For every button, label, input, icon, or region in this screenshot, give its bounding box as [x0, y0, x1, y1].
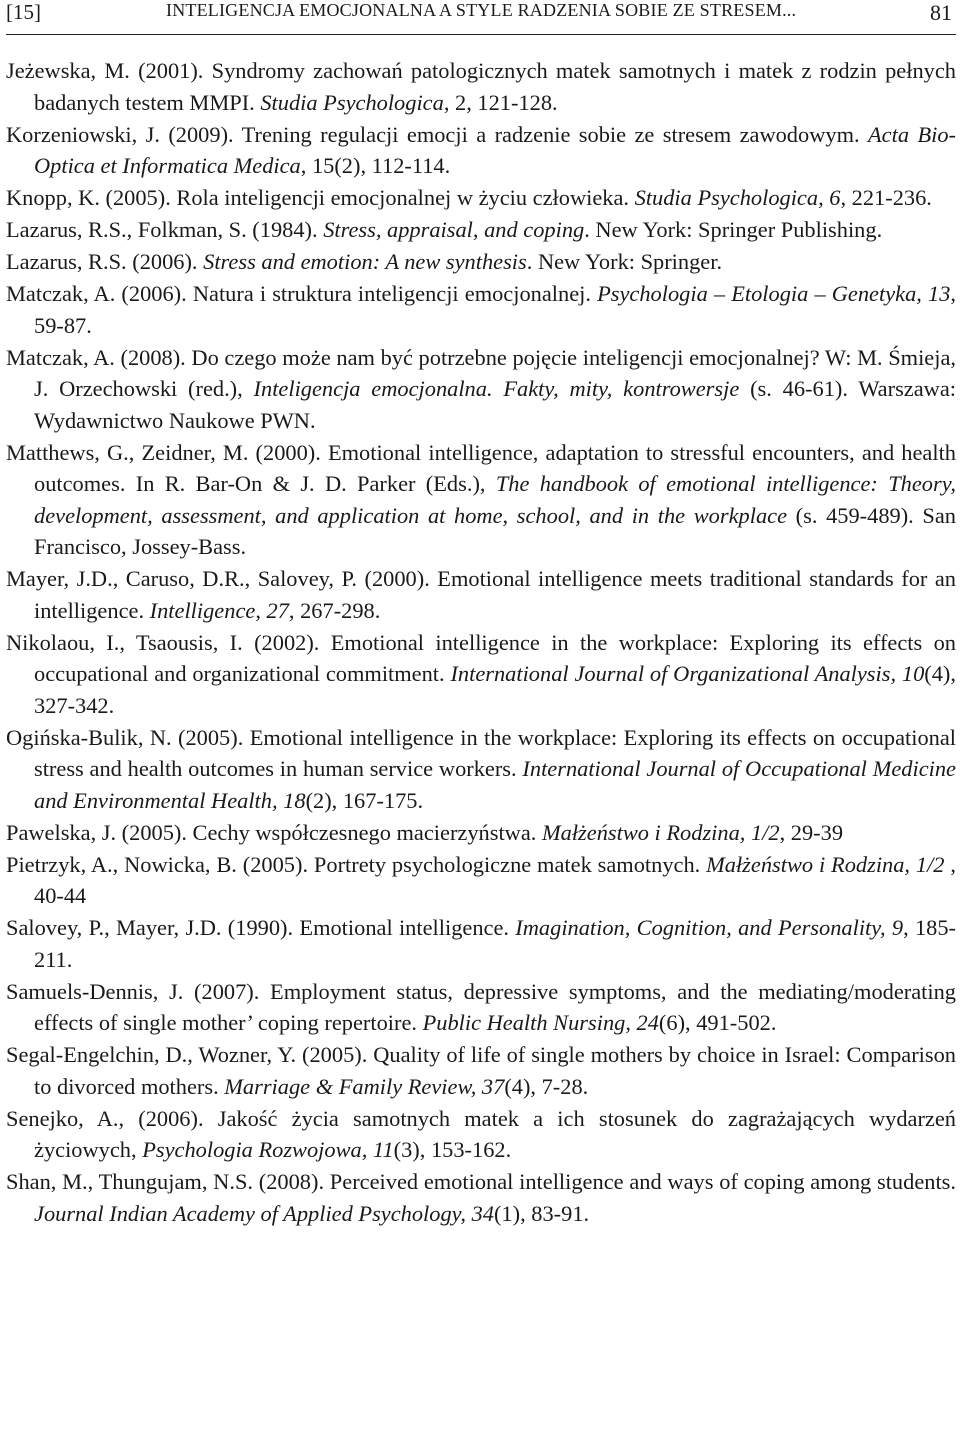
ref-source: Public Health Nursing, 24	[422, 1010, 659, 1035]
ref-text: Ogińska-Bulik, N. (2005). Emotional intelligence in the workplace: Exploring its effects on occupational stress and health outcomes in human service workers.	[6, 724, 956, 781]
ref-source: Stress and emotion: A new synthesis	[203, 249, 527, 274]
ref-details: , 2, 121-128.	[443, 89, 558, 115]
ref-source: International Journal of Organizational Analysis, 10	[450, 661, 925, 686]
reference-entry	[6, 976, 956, 1039]
ref-source: The handbook of emotional intelligence: Theory, development, assessment, and application at home, school, and in the workplace	[34, 471, 956, 528]
ref-source: Stress, appraisal, and coping	[323, 217, 585, 242]
reference-entry	[6, 722, 956, 817]
ref-source: Acta Bio-Optica et Informatica Medica	[34, 121, 956, 178]
ref-text: Pawelska, J. (2005). Cechy współczesnego macierzyństwa.	[6, 819, 542, 845]
ref-text: Pietrzyk, A., Nowicka, B. (2005). Portrety psychologiczne matek samotnych.	[6, 851, 707, 877]
reference-entry	[6, 849, 956, 912]
running-title: INTELIGENCJA EMOCJONALNA A STYLE RADZENIA SOBIE ZE STRESEM...	[166, 0, 797, 20]
ref-details: (3), 153-162.	[393, 1137, 512, 1162]
ref-text: Lazarus, R.S., Folkman, S. (1984).	[6, 217, 324, 242]
ref-source: Psychologia – Etologia – Genetyka, 13	[597, 281, 951, 306]
page-number: 81	[930, 0, 952, 25]
ref-details: . New York: Springer.	[526, 249, 723, 274]
ref-text: Matczak, A. (2008). Do czego może nam być potrzebne pojęcie inteligencji emocjonalnej? W: M. Śmieja, J. Orzechowski (red.),	[6, 344, 956, 401]
ref-source: Studia Psychologica	[260, 89, 444, 115]
reference-entry	[6, 119, 956, 182]
reference-entry	[6, 437, 956, 563]
ref-details: , 267-298.	[288, 597, 381, 623]
reference-entry	[6, 627, 956, 722]
ref-text: Segal-Engelchin, D., Wozner, Y. (2005). Quality of life of single mothers by choice in Israel: Comparison to divorced mothers.	[6, 1042, 956, 1099]
reference-entry	[6, 278, 956, 341]
ref-details: (1), 83-91.	[493, 1200, 590, 1226]
ref-source: Journal Indian Academy of Applied Psychology, 34	[34, 1200, 494, 1226]
ref-details: (6), 491-502.	[658, 1010, 777, 1035]
ref-source: Imagination, Cognition, and Personality, 9	[515, 915, 904, 940]
ref-details: , 40-44	[34, 851, 956, 908]
reference-entry	[6, 214, 956, 246]
ref-source: Studia Psychologica, 6	[634, 185, 841, 210]
ref-text: Salovey, P., Mayer, J.D. (1990). Emotional intelligence.	[6, 915, 516, 940]
ref-details: , 221-236.	[840, 185, 932, 210]
ref-source: Małżeństwo i Rodzina, 1/2	[706, 851, 945, 877]
reference-entry	[6, 55, 956, 118]
ref-details: (2), 167-175.	[305, 787, 424, 813]
reference-entry	[6, 912, 956, 975]
ref-source: Inteligencja emocjonalna. Fakty, mity, kontrowersje	[253, 376, 740, 401]
ref-text: Matthews, G., Zeidner, M. (2000). Emotional intelligence, adaptation to stressful encounters, and health outcomes. In R. Bar-On & J. D. Parker (Eds.),	[6, 439, 956, 496]
ref-text: Nikolaou, I., Tsaousis, I. (2002). Emotional intelligence in the workplace: Exploring its effects on occupational and organizational commitment.	[6, 629, 956, 686]
reference-entry	[6, 246, 956, 278]
ref-details: . New York: Springer Publishing.	[584, 217, 883, 242]
reference-entry	[6, 1103, 956, 1166]
ref-text: Lazarus, R.S. (2006).	[6, 249, 204, 274]
reference-entry	[6, 182, 956, 214]
reference-entry	[6, 342, 956, 437]
ref-details: (4), 327-342.	[34, 661, 956, 718]
ref-details: , 29-39	[779, 819, 844, 845]
ref-details: , 15(2), 112-114.	[300, 153, 451, 178]
ref-text: Samuels-Dennis, J. (2007). Employment status, depressive symptoms, and the mediating/moderating effects of single mother’ coping repertoire.	[6, 978, 956, 1035]
ref-source: Marriage & Family Review, 37	[224, 1073, 505, 1099]
ref-text: Mayer, J.D., Caruso, D.R., Salovey, P. (2000). Emotional intelligence meets traditional standards for an intelligence.	[6, 566, 956, 623]
ref-details: (4), 7-28.	[504, 1073, 589, 1099]
ref-text: Senejko, A., (2006). Jakość życia samotnych matek a ich stosunek do zagrażających wydarzeń życiowych,	[6, 1105, 956, 1162]
reference-entry	[6, 817, 956, 849]
reference-list	[6, 55, 956, 1229]
chapter-number: [15]	[6, 0, 41, 24]
reference-entry	[6, 563, 956, 626]
ref-text: Matczak, A. (2006). Natura i struktura inteligencji emocjonalnej.	[6, 281, 598, 306]
ref-details: (s. 459-489). San Francisco, Jossey-Bass.	[34, 502, 956, 559]
ref-details: , 59-87.	[34, 281, 956, 338]
ref-details: (s. 46-61). Warszawa: Wydawnictwo Naukowe PWN.	[34, 376, 956, 433]
ref-source: International Journal of Occupational Medicine and Environmental Health, 18	[34, 756, 956, 813]
ref-text: Korzeniowski, J. (2009). Trening regulacji emocji a radzenie sobie ze stresem zawodowym.	[6, 121, 868, 147]
ref-details: , 185-211.	[34, 915, 956, 972]
reference-entry	[6, 1166, 956, 1229]
ref-text: Shan, M., Thungujam, N.S. (2008). Perceived emotional intelligence and ways of coping among students.	[6, 1169, 956, 1194]
reference-entry	[6, 1039, 956, 1102]
ref-text: Jeżewska, M. (2001). Syndromy zachowań patologicznych matek samotnych i matek z rodzin pełnych badanych testem MMPI.	[6, 58, 956, 115]
ref-source: Psychologia Rozwojowa, 11	[142, 1137, 394, 1162]
ref-text: Knopp, K. (2005). Rola inteligencji emocjonalnej w życiu człowieka.	[6, 185, 635, 210]
ref-source: Intelligence, 27	[149, 597, 289, 623]
running-header	[6, 0, 956, 35]
ref-source: Małżeństwo i Rodzina, 1/2	[541, 819, 780, 845]
